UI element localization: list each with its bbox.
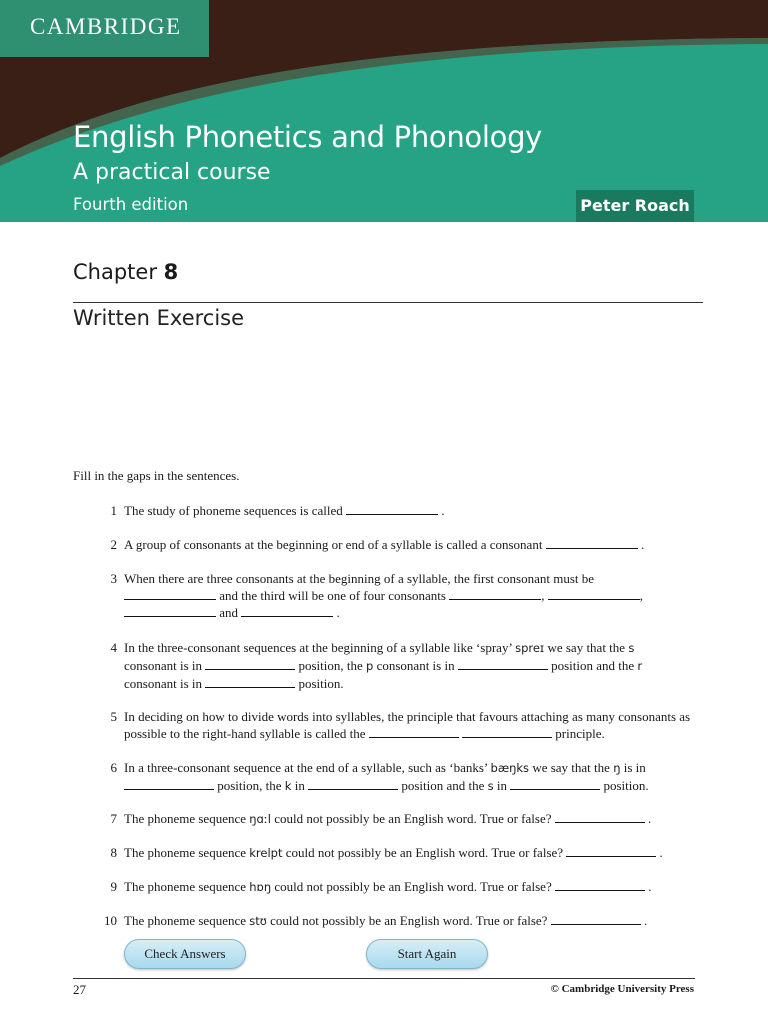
- question-text: and: [219, 605, 239, 620]
- answer-blank[interactable]: [510, 778, 600, 790]
- question-text: In deciding on how to divide words into syllables, the principle that favours attaching as many consonants as possible to the right-hand syllable is called the: [124, 709, 691, 741]
- question-number: 3: [110, 571, 117, 586]
- question-7: [110, 810, 704, 828]
- footer-divider: [73, 978, 695, 979]
- question-text: The study of phoneme sequences is called: [124, 503, 343, 518]
- question-text: In the three-consonant sequences at the beginning of a syllable like ‘spray’: [124, 640, 512, 655]
- question-text: .: [336, 605, 340, 620]
- question-number: 1: [110, 503, 117, 518]
- question-number: 10: [104, 913, 117, 928]
- question-text: we say that the: [532, 760, 610, 775]
- publisher-name: CAMBRIDGE: [30, 14, 182, 39]
- answer-blank[interactable]: [241, 605, 333, 617]
- question-text: .: [648, 879, 652, 894]
- book-banner: [0, 0, 768, 222]
- divider: [73, 302, 703, 303]
- question-text: The phoneme sequence: [124, 913, 247, 928]
- ipa-transcription: r: [637, 659, 643, 673]
- chapter-label: Chapter: [73, 260, 157, 284]
- answer-blank[interactable]: [308, 778, 398, 790]
- question-number: 8: [110, 845, 117, 860]
- question-text: .: [441, 503, 445, 518]
- ipa-transcription: p: [366, 659, 374, 673]
- question-text: could not possibly be an English word. True or false?: [285, 845, 564, 860]
- book-title: English Phonetics and Phonology: [73, 120, 543, 154]
- question-text: ,: [541, 588, 545, 603]
- question-text: position, the: [298, 658, 363, 673]
- answer-blank[interactable]: [124, 778, 214, 790]
- answer-blank[interactable]: [458, 658, 548, 670]
- ipa-transcription: k: [284, 779, 292, 793]
- answer-blank[interactable]: [124, 588, 216, 600]
- ipa-transcription: spreɪ: [515, 641, 545, 655]
- question-text: consonant is in: [376, 658, 455, 673]
- question-number: 9: [110, 879, 117, 894]
- question-text: .: [659, 845, 663, 860]
- question-text: in: [496, 778, 507, 793]
- answer-blank[interactable]: [346, 503, 438, 515]
- question-text: The phoneme sequence: [124, 845, 247, 860]
- ipa-transcription: krelpt: [249, 846, 283, 860]
- question-text: is in: [623, 760, 646, 775]
- answer-blank[interactable]: [546, 537, 638, 549]
- ipa-transcription: s: [487, 779, 494, 793]
- question-text: position, the: [217, 778, 282, 793]
- instructions: Fill in the gaps in the sentences.: [73, 468, 240, 483]
- answer-blank[interactable]: [566, 845, 656, 857]
- question-text: consonant is in: [124, 658, 202, 673]
- author-name: Peter Roach: [580, 196, 690, 215]
- question-4: [110, 639, 704, 692]
- question-text: we say that the: [547, 640, 626, 655]
- question-text: A group of consonants at the beginning or end of a syllable is called a consonant: [124, 537, 543, 552]
- question-text: and the third will be one of four consonants: [219, 588, 446, 603]
- start-again-button[interactable]: Start Again: [366, 939, 488, 969]
- section-title: Written Exercise: [73, 306, 245, 330]
- question-number: 6: [110, 760, 117, 775]
- book-subtitle: A practical course: [73, 160, 271, 185]
- question-number: 2: [110, 537, 117, 552]
- question-text: .: [640, 537, 645, 552]
- question-text: The phoneme sequence: [124, 811, 247, 826]
- question-number: 4: [110, 640, 117, 655]
- question-text: could not possibly be an English word. True or false?: [274, 879, 552, 894]
- question-text: could not possibly be an English word. True or false?: [270, 913, 548, 928]
- question-text: position.: [603, 778, 649, 793]
- answer-blank[interactable]: [124, 605, 216, 617]
- answer-blank[interactable]: [462, 726, 552, 738]
- question-8: [110, 844, 704, 862]
- question-text: In a three-consonant sequence at the end of a syllable, such as ‘banks’: [124, 760, 488, 775]
- question-3: [110, 570, 704, 621]
- answer-blank[interactable]: [205, 658, 295, 670]
- question-1: [110, 502, 704, 519]
- question-10: [104, 912, 704, 930]
- page-number: 27: [73, 982, 86, 997]
- copyright-notice: © Cambridge University Press: [550, 983, 694, 995]
- question-9: [110, 878, 704, 896]
- question-text: could not possibly be an English word. True or false?: [274, 811, 552, 826]
- answer-blank[interactable]: [551, 913, 641, 925]
- ipa-transcription: ŋɑːl: [249, 812, 271, 826]
- question-2: [110, 536, 704, 553]
- ipa-transcription: s: [628, 641, 635, 655]
- question-text: When there are three consonants at the beginning of a syllable, the first consonant must be: [124, 571, 595, 586]
- question-text: position and the: [551, 658, 635, 673]
- answer-blank[interactable]: [548, 588, 640, 600]
- ipa-transcription: hɒŋ: [249, 880, 272, 894]
- ipa-transcription: stʊ: [249, 914, 267, 928]
- answer-blank[interactable]: [369, 726, 459, 738]
- chapter-number: 8: [163, 260, 179, 284]
- question-text: principle.: [555, 726, 605, 741]
- book-edition: Fourth edition: [73, 195, 189, 214]
- question-text: .: [648, 811, 652, 826]
- question-text: position and the: [401, 778, 485, 793]
- publisher-logo: [0, 0, 209, 57]
- question-text: consonant is in: [124, 676, 202, 691]
- answer-blank[interactable]: [555, 879, 645, 891]
- question-text: in: [294, 778, 305, 793]
- check-answers-button[interactable]: Check Answers: [124, 939, 246, 969]
- question-6: [110, 759, 704, 795]
- ipa-transcription: ŋ: [613, 761, 621, 775]
- question-text: ,: [639, 588, 643, 603]
- question-5: [110, 708, 704, 742]
- ipa-transcription: bæŋks: [490, 761, 530, 775]
- question-number: 5: [110, 709, 117, 724]
- question-text: position.: [298, 676, 344, 691]
- question-number: 7: [110, 811, 117, 826]
- question-text: The phoneme sequence: [124, 879, 247, 894]
- answer-blank[interactable]: [555, 811, 645, 823]
- author-badge: [576, 190, 694, 222]
- answer-blank[interactable]: [449, 588, 541, 600]
- question-text: .: [643, 913, 648, 928]
- chapter-heading: [73, 260, 178, 284]
- answer-blank[interactable]: [205, 676, 295, 688]
